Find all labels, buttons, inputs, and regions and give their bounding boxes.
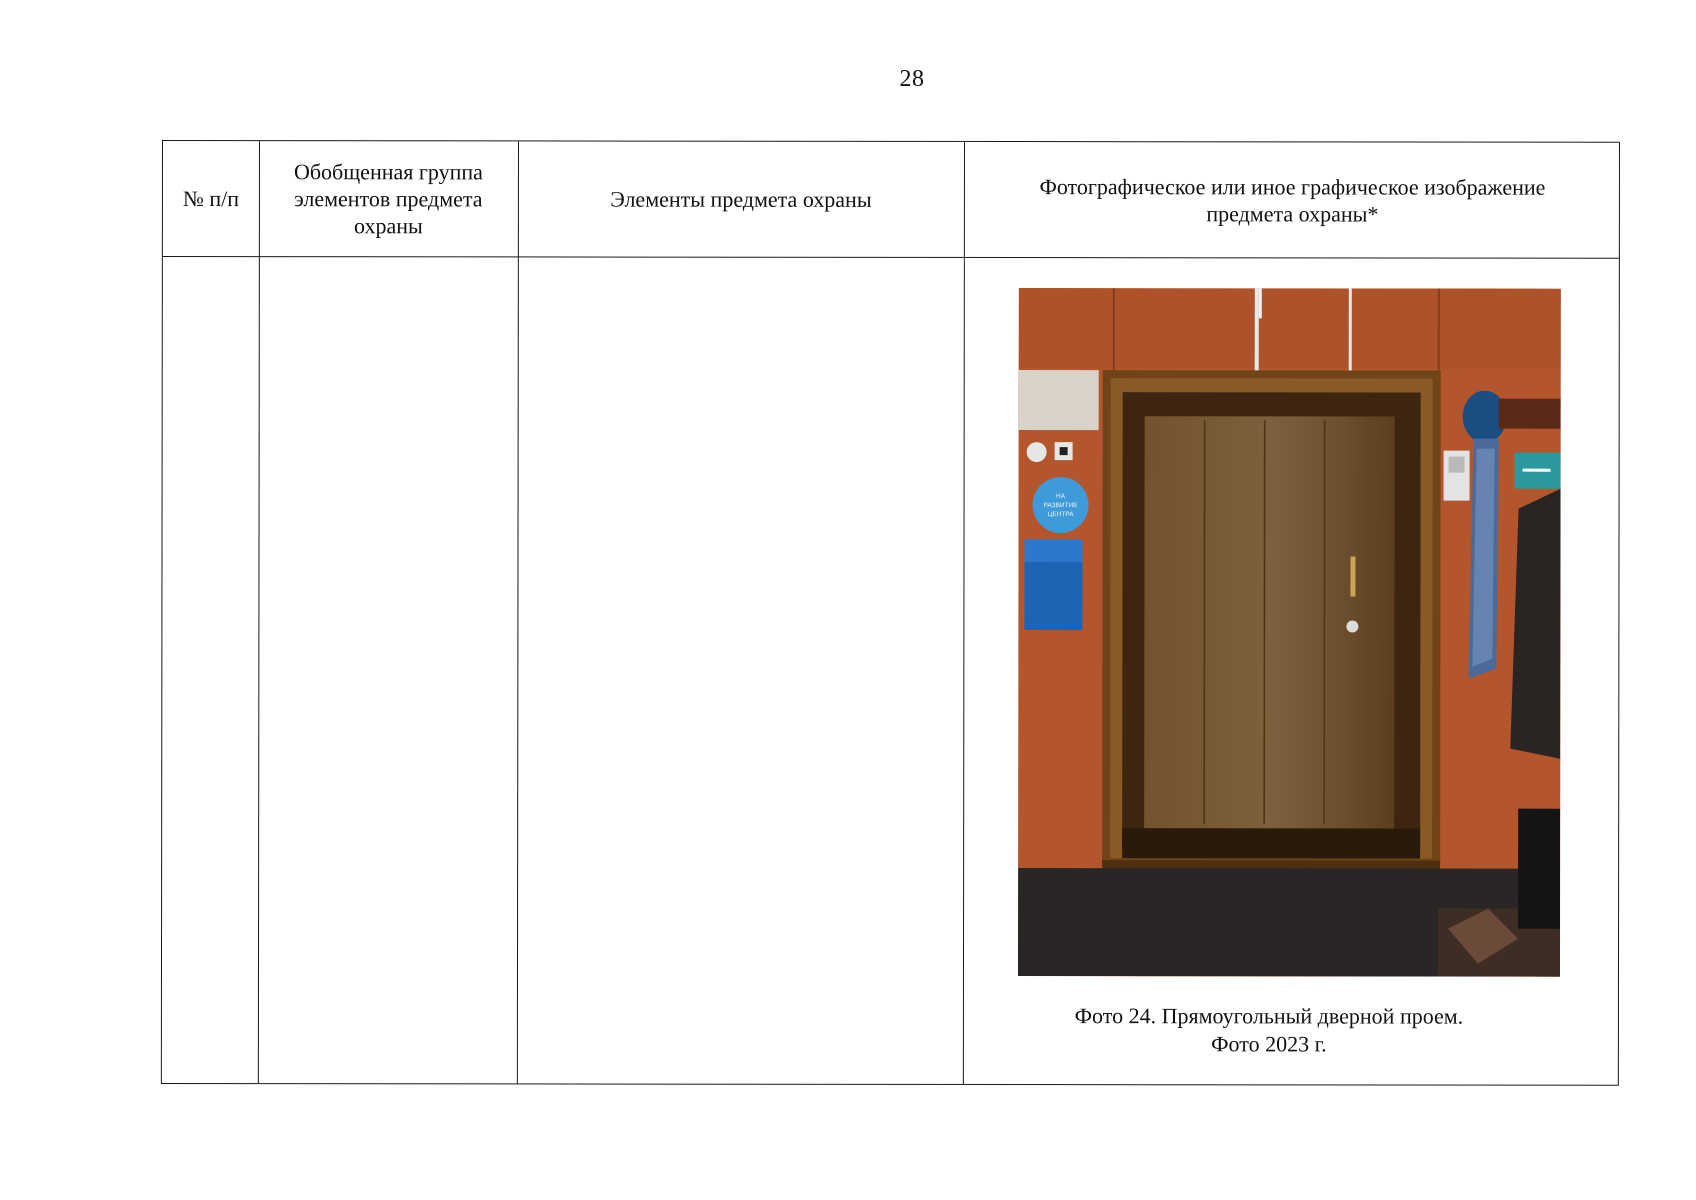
page-number: 28	[899, 66, 925, 92]
header-number: № п/п	[182, 186, 240, 212]
header-elements: Элементы предмета охраны	[610, 186, 872, 212]
doorway-photo	[1018, 288, 1561, 977]
caption-line-1: Фото 24. Прямоугольный дверной проем.	[1074, 1003, 1464, 1029]
svg-text:НА: НА	[1056, 493, 1066, 501]
column-divider	[258, 141, 260, 1083]
protection-table	[161, 140, 1620, 1086]
caption-line-2: Фото 2023 г.	[1211, 1031, 1327, 1057]
photo-caption	[922, 1002, 1616, 1059]
header-group: Обобщенная группа элементов предмета охраны	[293, 159, 483, 239]
column-divider	[963, 142, 965, 1084]
svg-text:ЦЕНТРА: ЦЕНТРА	[1047, 511, 1074, 519]
header-image: Фотографическое или иное графическое изображение предмета охраны*	[1039, 173, 1546, 226]
column-divider	[517, 141, 519, 1083]
svg-text:РАЗВИТИЕ: РАЗВИТИЕ	[1043, 502, 1078, 510]
